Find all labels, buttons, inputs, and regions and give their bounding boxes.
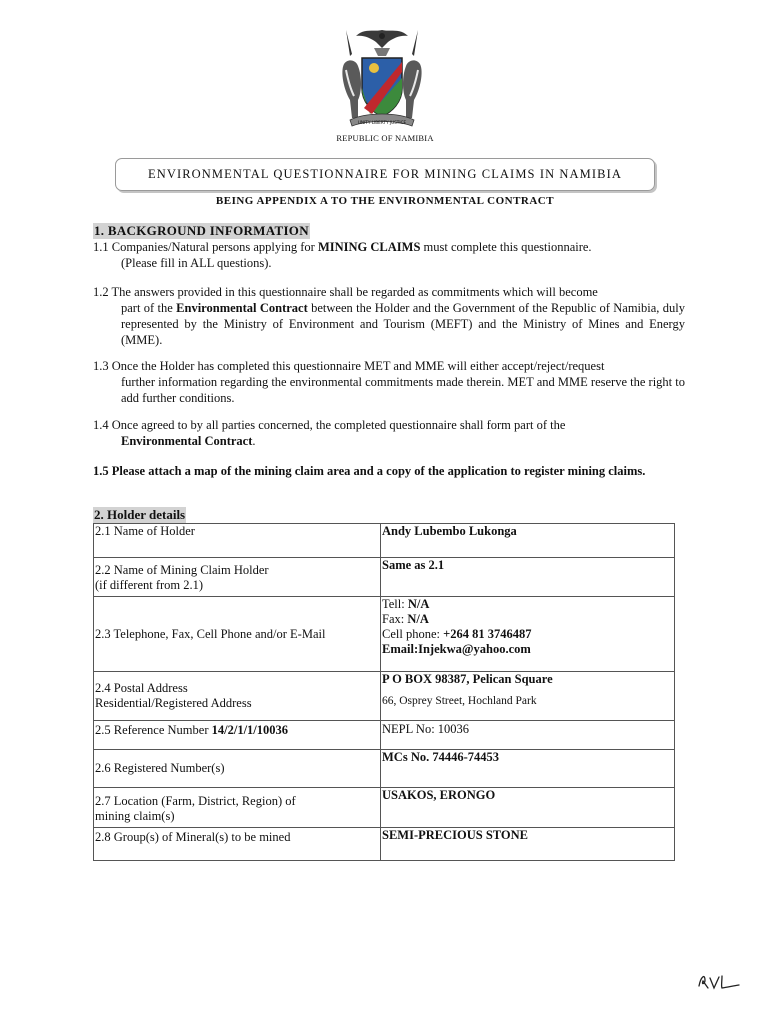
table-row bbox=[94, 558, 675, 597]
crest-motto: UNITY LIBERTY JUSTICE bbox=[357, 120, 407, 125]
row-label: 2.5 Reference Number 14/2/1/1/10036 bbox=[94, 721, 381, 750]
table-row bbox=[94, 597, 675, 672]
row-label: 2.6 Registered Number(s) bbox=[94, 750, 381, 788]
signature-initials-icon bbox=[695, 968, 745, 992]
row-value: P O BOX 98387, Pelican Square 66, Osprey Street, Hochland Park bbox=[381, 672, 675, 721]
row-value: Same as 2.1 bbox=[381, 558, 675, 597]
paragraph-1-2: 1.2 The answers provided in this questionnaire shall be regarded as commitments which will become part of the Environmental Contract between the Holder and the Government of the Republic of Namibia, duly represented by the Ministry of Environment and Tourism (MEFT) and the Ministry of Mines and Energy (MME). bbox=[93, 285, 685, 347]
republic-label: REPUBLIC OF NAMIBIA bbox=[336, 133, 434, 143]
row-value: USAKOS, ERONGO bbox=[381, 788, 675, 828]
table-row bbox=[94, 750, 675, 788]
table-row bbox=[94, 788, 675, 828]
row-label: 2.1 Name of Holder bbox=[94, 524, 381, 558]
row-value: Andy Lubembo Lukonga bbox=[381, 524, 675, 558]
table-row bbox=[94, 524, 675, 558]
row-label: 2.7 Location (Farm, District, Region) of mining claim(s) bbox=[94, 788, 381, 828]
appendix-subtitle: BEING APPENDIX A TO THE ENVIRONMENTAL CONTRACT bbox=[215, 195, 555, 207]
row-value: SEMI-PRECIOUS STONE bbox=[381, 828, 675, 861]
section-heading-background: 1. BACKGROUND INFORMATION bbox=[94, 223, 309, 238]
coat-of-arms-logo bbox=[330, 26, 434, 132]
row-value: Tell: N/A Fax: N/A Cell phone: +264 81 3746487 Email:Injekwa@yahoo.com bbox=[381, 597, 675, 672]
paragraph-1-3: 1.3 Once the Holder has completed this questionnaire MET and MME will either accept/reject/request further information regarding the environmental commitments made therein. MET and MME reserve the right to add further conditions. bbox=[93, 359, 685, 405]
holder-details-table bbox=[93, 523, 675, 861]
document-title: ENVIRONMENTAL QUESTIONNAIRE FOR MINING CLAIMS IN NAMIBIA bbox=[115, 158, 655, 191]
row-value: MCs No. 74446-74453 bbox=[381, 750, 675, 788]
table-row bbox=[94, 721, 675, 750]
row-label: 2.8 Group(s) of Mineral(s) to be mined bbox=[94, 828, 381, 861]
paragraph-1-4: 1.4 Once agreed to by all parties concerned, the completed questionnaire shall form part of the Environmental Contract. bbox=[93, 418, 566, 448]
row-label: 2.2 Name of Mining Claim Holder (if different from 2.1) bbox=[94, 558, 381, 597]
row-label: 2.3 Telephone, Fax, Cell Phone and/or E-Mail bbox=[94, 597, 381, 672]
section-heading-holder: 2. Holder details bbox=[94, 507, 186, 522]
table-row bbox=[94, 672, 675, 721]
row-label: 2.4 Postal Address Residential/Registered Address bbox=[94, 672, 381, 721]
row-value: NEPL No: 10036 bbox=[381, 721, 675, 750]
table-row bbox=[94, 828, 675, 861]
paragraph-1-1: 1.1 Companies/Natural persons applying for MINING CLAIMS must complete this questionnaire. (Please fill in ALL questions). bbox=[93, 240, 592, 270]
paragraph-1-5: 1.5 Please attach a map of the mining claim area and a copy of the application to register mining claims. bbox=[93, 464, 646, 478]
